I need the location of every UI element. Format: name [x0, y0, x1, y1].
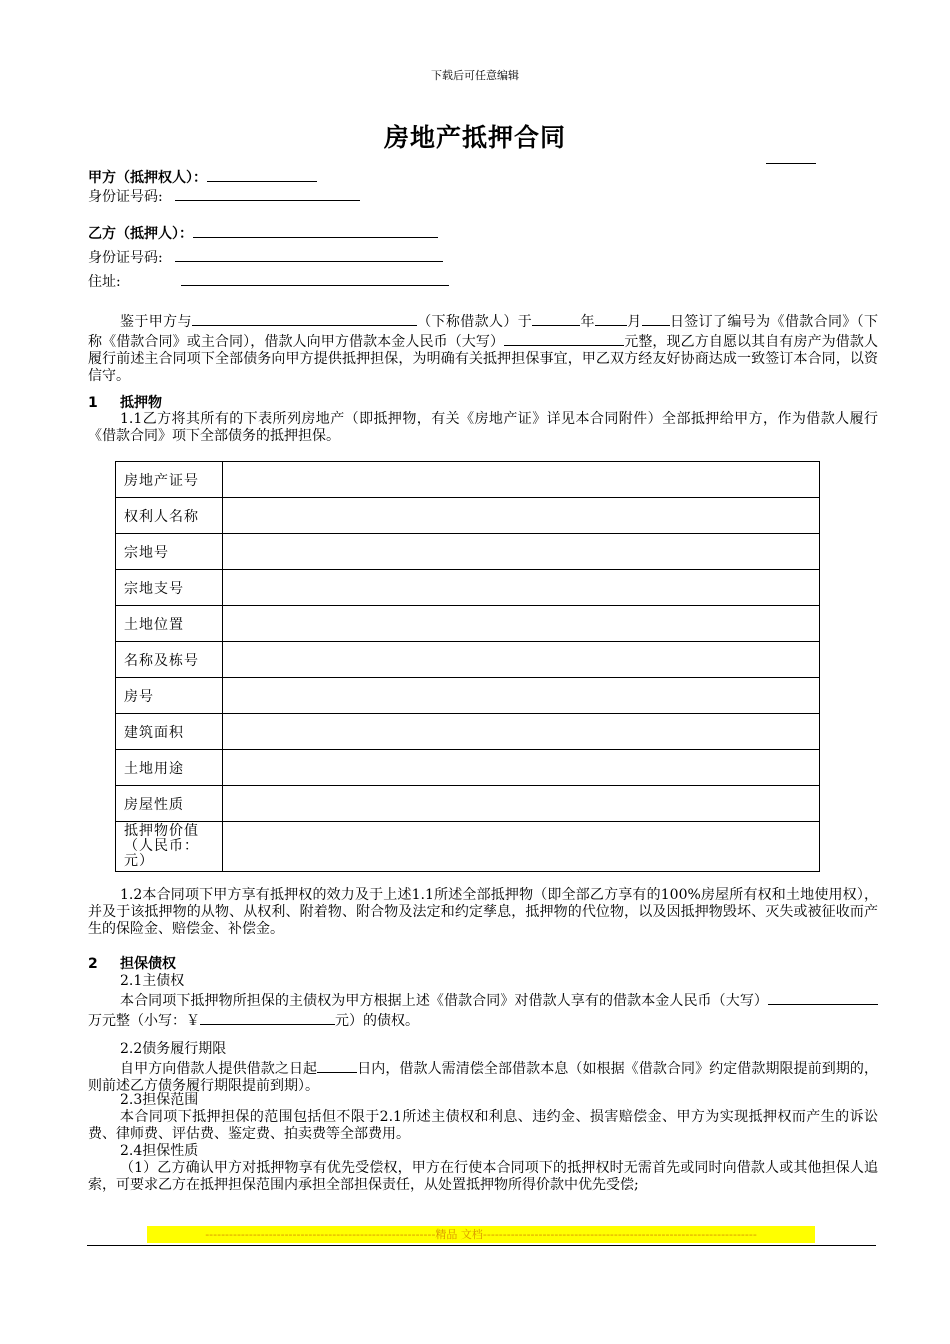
table-value-cell[interactable] — [223, 462, 820, 498]
section-2-1-paragraph — [88, 990, 878, 1030]
table-label-cell: 权利人名称 — [116, 498, 223, 534]
party-a-id-row — [88, 186, 360, 207]
preamble-text-1: 鉴于甲方与 — [120, 314, 192, 330]
repayment-days-blank[interactable] — [317, 1058, 357, 1073]
party-b-address-blank[interactable] — [181, 271, 449, 286]
table-label-cell: 房屋性质 — [116, 786, 223, 822]
section-2-2-paragraph — [88, 1058, 878, 1095]
party-a-row — [88, 167, 317, 188]
section-1-2-paragraph: 1.2本合同项下甲方享有抵押权的效力及于上述1.1所述全部抵押物（即全部乙方享有的100%房屋所有权和土地使用权），并及于该抵押物的从物、从权利、附着物、附合物及法定和约定孳息，抵押物的代位物，以及因抵押物毁坏、灭失或被征收而产生的保险金、赔偿金、补偿金。 — [88, 887, 878, 937]
table-label-cell: 房号 — [116, 678, 223, 714]
principal-figures-blank[interactable] — [200, 1010, 335, 1025]
section-2-heading — [88, 956, 176, 973]
party-a-blank[interactable] — [207, 167, 317, 182]
section-2-3-paragraph: 本合同项下抵押担保的范围包括但不限于2.1所述主债权和利息、违约金、损害赔偿金、甲方为实现抵押权而产生的诉讼费、律师费、评估费、鉴定费、拍卖费等全部费用。 — [88, 1109, 878, 1142]
preamble-borrower-blank[interactable] — [192, 311, 417, 326]
footer-rule — [87, 1245, 876, 1246]
table-label-cell: 建筑面积 — [116, 714, 223, 750]
table-row — [116, 678, 820, 714]
party-b-id-label: 身份证号码: — [88, 250, 163, 266]
property-table — [115, 461, 820, 872]
section-2-2-text-a: 自甲方向借款人提供借款之日起 — [120, 1061, 318, 1077]
section-2-1-text-a: 本合同项下抵押物所担保的主债权为甲方根据上述《借款合同》对借款人享有的借款本金人民币（大写） — [120, 993, 768, 1009]
footer-banner: ----------------------------------------------------------精品 文档--------------------------------------------------------------------- — [147, 1226, 815, 1243]
table-row — [116, 750, 820, 786]
section-1-1-paragraph: 1.1乙方将其所有的下表所列房地产（即抵押物，有关《房地产证》详见本合同附件）全部抵押给甲方，作为借款人履行《借款合同》项下全部债务的抵押担保。 — [88, 411, 878, 444]
preamble-year-blank[interactable] — [532, 311, 580, 326]
section-2-1-text-b: 万元整（小写：￥ — [88, 1013, 200, 1029]
table-value-cell[interactable] — [223, 714, 820, 750]
table-row — [116, 786, 820, 822]
section-2-2-title: 2.2债务履行期限 — [120, 1041, 227, 1057]
section-2-3-title: 2.3担保范围 — [120, 1092, 199, 1108]
preamble-text-2: （下称借款人）于 — [416, 314, 533, 330]
section-2-1-title: 2.1主债权 — [120, 973, 185, 989]
section-1-title: 抵押物 — [120, 395, 162, 411]
section-1-heading — [88, 395, 162, 412]
section-1-number: 1 — [88, 395, 98, 411]
preamble-text-5: 日签订了编号为《借款合同》（下称《借款合同》或主合同），借款人向甲方借款本金人民币（大写） — [88, 314, 879, 350]
preamble-text-6: 元整，现乙方自愿以其自有房产为借款人履行前述主合同项下全部债务向甲方提供抵押担保，为明确有关抵押担保事宜，甲乙双方经友好协商达成一致签订本合同，以资信守。 — [88, 334, 878, 384]
table-value-cell[interactable] — [223, 570, 820, 606]
party-b-id-row — [88, 247, 443, 268]
table-label-cell: 房地产证号 — [116, 462, 223, 498]
preamble-month-blank[interactable] — [595, 311, 627, 326]
table-label-cell: 宗地号 — [116, 534, 223, 570]
table-row — [116, 822, 820, 872]
table-value-cell[interactable] — [223, 822, 820, 872]
table-row — [116, 534, 820, 570]
principal-words-blank[interactable] — [768, 990, 878, 1005]
party-a-id-blank[interactable] — [175, 186, 360, 201]
table-label-cell: 土地位置 — [116, 606, 223, 642]
table-label-cell: 土地用途 — [116, 750, 223, 786]
section-2-title: 担保债权 — [120, 956, 176, 972]
preamble-text-3: 年 — [580, 314, 595, 330]
table-row — [116, 642, 820, 678]
table-value-cell[interactable] — [223, 534, 820, 570]
party-b-blank[interactable] — [193, 223, 438, 238]
party-b-row — [88, 223, 438, 244]
table-row — [116, 606, 820, 642]
preamble-text-4: 月 — [626, 314, 642, 330]
title-rule — [766, 163, 816, 164]
party-b-id-blank[interactable] — [175, 247, 443, 262]
party-a-id-label: 身份证号码: — [88, 189, 163, 205]
party-b-address-label: 住址: — [88, 274, 121, 290]
table-value-cell[interactable] — [223, 750, 820, 786]
party-b-address-row — [88, 271, 449, 292]
party-a-label: 甲方（抵押权人）： — [88, 170, 207, 186]
table-value-cell[interactable] — [223, 606, 820, 642]
document-title: 房地产抵押合同 — [383, 123, 566, 152]
table-row — [116, 498, 820, 534]
table-value-cell[interactable] — [223, 678, 820, 714]
table-value-cell[interactable] — [223, 786, 820, 822]
party-b-label: 乙方（抵押人）： — [88, 226, 193, 242]
table-row — [116, 570, 820, 606]
table-row — [116, 714, 820, 750]
section-2-2-text-b: 日内，借款人需清偿全部借款本息（如根据《借款合同》约定借款期限提前到期的，则前述乙方债务履行期限提前到期）。 — [88, 1061, 879, 1094]
table-value-cell[interactable] — [223, 642, 820, 678]
header-note: 下载后可任意编辑 — [431, 69, 519, 82]
section-2-4-paragraph: （1）乙方确认甲方对抵押物享有优先受偿权，甲方在行使本合同项下的抵押权时无需首先或同时向借款人或其他担保人追索，可要求乙方在抵押担保范围内承担全部担保责任，从处置抵押物所得价款中优先受偿; — [88, 1160, 878, 1193]
preamble-day-blank[interactable] — [642, 311, 670, 326]
table-label-cell: 抵押物价值（人民币：元） — [116, 822, 223, 872]
preamble-paragraph — [88, 311, 878, 385]
section-2-1-text-c: 元）的债权。 — [335, 1013, 419, 1029]
section-2-number: 2 — [88, 956, 98, 972]
table-label-cell: 名称及栋号 — [116, 642, 223, 678]
table-value-cell[interactable] — [223, 498, 820, 534]
preamble-amount-blank[interactable] — [504, 331, 624, 346]
table-row — [116, 462, 820, 498]
section-2-4-title: 2.4担保性质 — [120, 1143, 199, 1159]
table-label-cell: 宗地支号 — [116, 570, 223, 606]
